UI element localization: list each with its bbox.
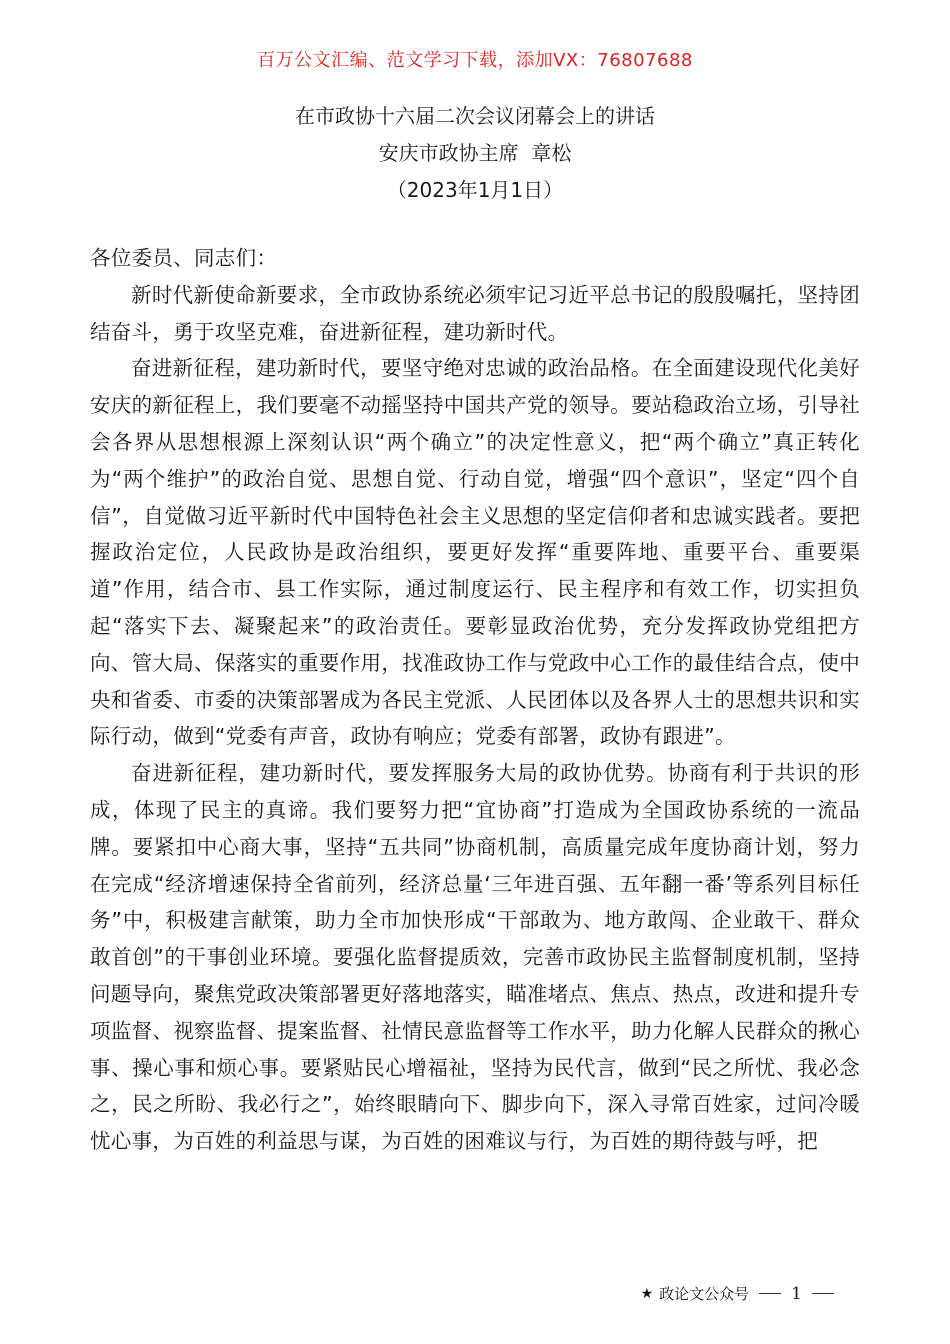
footer-source: 政论文公众号	[659, 1285, 750, 1303]
paragraph: 新时代新使命新要求，全市政协系统必须牢记习近平总书记的殷殷嘱托，坚持团结奋斗，勇于攻坚克难，奋进新征程，建功新时代。	[90, 282, 860, 344]
star-icon: ★	[640, 1285, 654, 1302]
document-header	[0, 98, 950, 209]
speech-title: 在市政协十六届二次会议闭幕会上的讲话	[295, 104, 655, 128]
salutation: 各位委员、同志们：	[90, 246, 278, 270]
page-footer	[641, 1283, 838, 1304]
speech-body	[90, 240, 860, 1160]
speaker-line: 安庆市政协主席 章松	[378, 141, 572, 165]
paragraph: 奋进新征程，建功新时代，要发挥服务大局的政协优势。协商有利于共识的形成，体现了民主的真谛。我们要努力把“宜协商”打造成为全国政协系统的一流品牌。要紧扣中心商大事，坚持“五共同”协商机制，高质量完成年度协商计划，努力在完成“经济增速保持全省前列，经济总量‘三年进百强、五年翻一番’等系列目标任务”中，积极建言献策，助力全市加快形成“干部敢为、地方敢闯、企业敢干、群众敢首创”的干事创业环境。要强化监督提质效，完善市政协民主监督制度机制，坚持问题导向，聚焦党政决策部署更好落地落实，瞄准堵点、焦点、热点，改进和提升专项监督、视察监督、提案监督、社情民意监督等工作水平，助力化解人民群众的揪心事、操心事和烦心事。要紧贴民心增福祉，坚持为民代言，做到“民之所忧、我必念之，民之所盼、我必行之”，始终眼睛向下、脚步向下，深入寻常百姓家，过问冷暖忧心事，为百姓的利益思与谋，为百姓的困难议与行，为百姓的期待鼓与呼，把	[90, 761, 860, 1154]
footer-dash-left	[759, 1293, 781, 1294]
speech-date: （2023年1月1日）	[386, 178, 564, 202]
page-number: 1	[791, 1283, 802, 1304]
footer-dash-right	[812, 1293, 834, 1294]
paragraph: 奋进新征程，建功新时代，要坚守绝对忠诚的政治品格。在全面建设现代化美好安庆的新征程上，我们要毫不动摇坚持中国共产党的领导。要站稳政治立场，引导社会各界从思想根源上深刻认识“两个确立”的决定性意义，把“两个确立”真正转化为“两个维护”的政治自觉、思想自觉、行动自觉，增强“四个意识”，坚定“四个自信”，自觉做习近平新时代中国特色社会主义思想的坚定信仰者和忠诚实践者。要把握政治定位，人民政协是政治组织，要更好发挥“重要阵地、重要平台、重要渠道”作用，结合市、县工作实际，通过制度运行、民主程序和有效工作，切实担负起“落实下去、凝聚起来”的政治责任。要彰显政治优势，充分发挥政协党组把方向、管大局、保落实的重要作用，找准政协工作与党政中心工作的最佳结合点，使中央和省委、市委的决策部署成为各民主党派、人民团体以及各界人士的思想共识和实际行动，做到“党委有声音，政协有响应；党委有部署，政协有跟进”。	[90, 356, 860, 749]
watermark-banner: 百万公文汇编、范文学习下载，添加VX：76807688	[257, 50, 693, 71]
